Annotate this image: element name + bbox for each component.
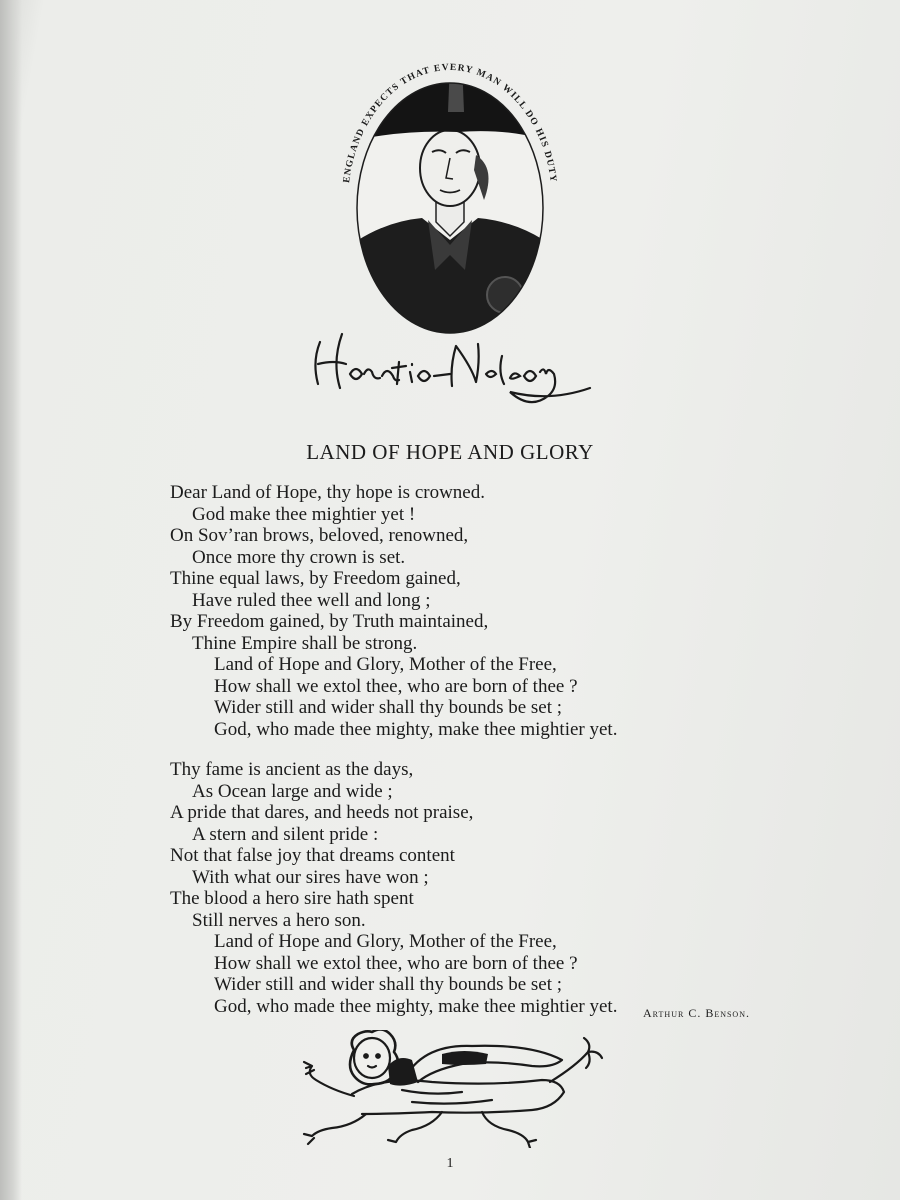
poem-line: On Sov’ran brows, beloved, renowned, [170, 525, 469, 546]
poem-line: Dear Land of Hope, thy hope is crowned. [170, 482, 485, 503]
poem-line: With what our sires have won ; [192, 866, 429, 888]
poem-line: Have ruled thee well and long ; [192, 589, 431, 611]
poem-line: As Ocean large and wide ; [192, 780, 393, 802]
poem-line: A stern and silent pride : [192, 823, 379, 845]
heraldic-lion-icon [292, 1030, 608, 1148]
poem-line: Land of Hope and Glory, Mother of the Free, [214, 654, 557, 675]
page-binding-edge [0, 0, 22, 1200]
poem-line: Thy fame is ancient as the days, [170, 759, 414, 780]
poem-line: How shall we extol thee, who are born of thee ? [214, 675, 578, 697]
poem-line: God make thee mightier yet ! [192, 503, 416, 525]
poem-line: Not that false joy that dreams content [170, 845, 455, 866]
poem-line: The blood a hero sire hath spent [170, 888, 414, 909]
poem-line: Once more thy crown is set. [192, 546, 406, 568]
poem-line: How shall we extol thee, who are born of thee ? [214, 952, 578, 974]
poem-line: Thine Empire shall be strong. [192, 632, 418, 654]
poem-line: Still nerves a hero son. [192, 909, 366, 931]
poem-title: LAND OF HOPE AND GLORY [306, 440, 594, 464]
poem-line: Land of Hope and Glory, Mother of the Free, [214, 931, 557, 952]
stanza-2 [170, 759, 810, 1017]
poem-line: Wider still and wider shall thy bounds be set ; [214, 974, 563, 995]
nelson-signature [300, 322, 600, 412]
poem-line: God, who made thee mighty, make thee mightier yet. [214, 718, 618, 740]
poem-line: By Freedom gained, by Truth maintained, [170, 611, 489, 632]
poem-line: A pride that dares, and heeds not praise, [170, 802, 474, 823]
page-number: 1 [446, 1156, 454, 1171]
stanza-1 [170, 482, 810, 740]
portrait-motto: ENGLAND EXPECTS THAT EVERY MAN WILL DO HIS DUTY [342, 62, 558, 184]
poem-line: Thine equal laws, by Freedom gained, [170, 568, 461, 589]
nelson-portrait-icon [300, 40, 600, 340]
poem-author: Arthur C. Benson. [643, 1006, 750, 1020]
poem-line: God, who made thee mighty, make thee mightier yet. [214, 995, 618, 1017]
poem-line: Wider still and wider shall thy bounds be set ; [214, 697, 563, 718]
